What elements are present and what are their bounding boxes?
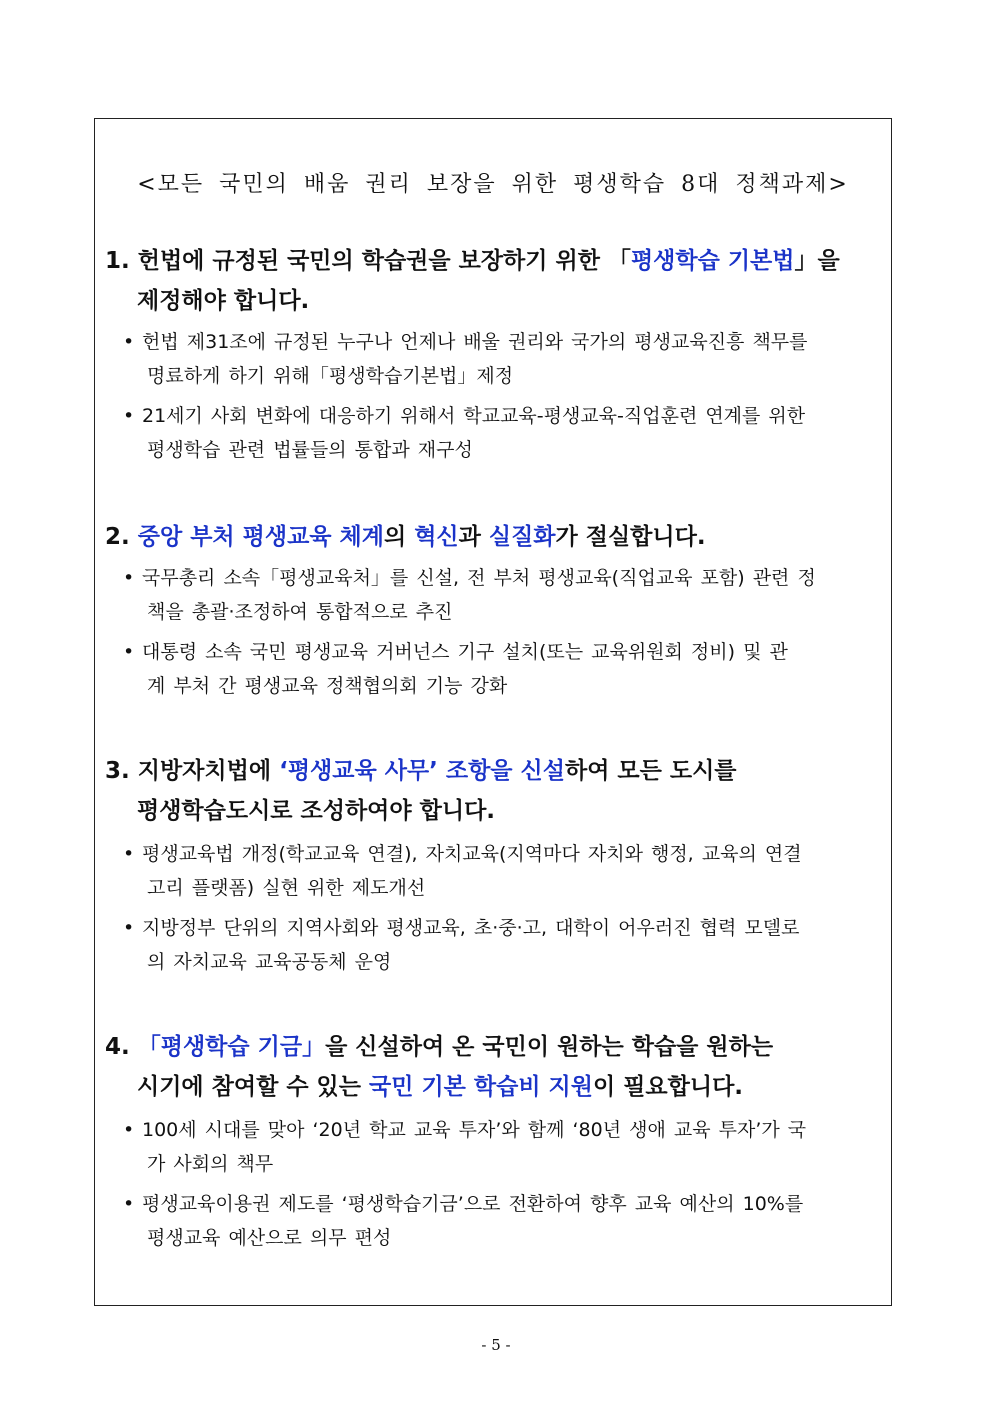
heading-highlight: 국민 기본 학습비 지원 [369, 1074, 593, 1100]
bullet-icon: • [123, 567, 135, 589]
heading-highlight: 중앙 부처 평생교육 체계 [137, 524, 384, 550]
heading-text: 」을 [794, 248, 840, 274]
bullet-icon: • [123, 1119, 135, 1141]
bullet-line-2: 명료하게 하기 위해「평생학습기본법」제정 [147, 365, 514, 387]
bullet-line-1: 21세기 사회 변화에 대응하기 위해서 학교교육-평생교육-직업훈련 연계를 위한 [142, 405, 806, 427]
document-title: <모든 국민의 배움 권리 보장을 위한 평생학습 8대 정책과제> [137, 172, 849, 197]
section-2-heading [105, 517, 885, 557]
bullet-icon: • [123, 843, 135, 865]
heading-text: 을 신설하여 온 국민이 원하는 학습을 원하는 [325, 1034, 774, 1060]
bullet-line-1: 국무총리 소속「평생교육처」를 신설, 전 부처 평생교육(직업교육 포함) 관련 정 [142, 567, 816, 589]
heading-text: 가 절실합니다. [555, 524, 706, 550]
bullet-icon: • [123, 405, 135, 427]
bullet-line-1: 평생교육이용권 제도를 ‘평생학습기금’으로 전환하여 향후 교육 예산의 10%를 [142, 1193, 804, 1215]
bullet-line-1: 대통령 소속 국민 평생교육 거버넌스 기구 설치(또는 교육위원회 정비) 및 관 [142, 641, 788, 663]
bullet-line-1: 헌법 제31조에 규정된 누구나 언제나 배울 권리와 국가의 평생교육진흥 책무를 [142, 331, 808, 353]
heading-highlight: 혁신 [414, 524, 459, 550]
bullet-line-1: 100세 시대를 맞아 ‘20년 학교 교육 투자’와 함께 ‘80년 생애 교육 투자’가 국 [142, 1119, 807, 1141]
bullet-line-2: 가 사회의 책무 [147, 1153, 274, 1175]
heading-text: 3. 지방자치법에 [105, 758, 280, 784]
bullet-icon: • [123, 917, 135, 939]
section-4-heading [105, 1027, 885, 1107]
section-2-bullet-2 [123, 635, 883, 703]
section-1-bullet-2 [123, 399, 883, 467]
bullet-icon: • [123, 1193, 135, 1215]
heading-highlight: 평생학습 기본법 [630, 248, 795, 274]
heading-text: 하여 모든 도시를 [564, 758, 737, 784]
section-4-bullet-1 [123, 1113, 883, 1181]
section-3-heading [105, 751, 885, 831]
bullet-line-2: 계 부처 간 평생교육 정책협의회 기능 강화 [147, 675, 508, 697]
bullet-icon: • [123, 331, 135, 353]
section-3-bullet-2 [123, 911, 883, 979]
heading-text: 이 필요합니다. [592, 1074, 744, 1100]
heading-highlight: 실질화 [488, 524, 556, 550]
bullet-icon: • [123, 641, 135, 663]
heading-highlight: ‘평생교육 사무’ 조항을 신설 [279, 758, 565, 784]
bullet-line-1: 지방정부 단위의 지역사회와 평생교육, 초·중·고, 대학이 어우러진 협력 모델로 [142, 917, 800, 939]
heading-line-2 [105, 1067, 885, 1107]
heading-text: 1. 헌법에 규정된 국민의 학습권을 보장하기 위한 「 [105, 248, 631, 274]
heading-text: 시기에 참여할 수 있는 [137, 1074, 369, 1100]
heading-text: 과 [458, 524, 489, 550]
heading-line-2: 평생학습도시로 조성하여야 합니다. [137, 798, 496, 824]
bullet-line-2: 책을 총괄·조정하여 통합적으로 추진 [147, 601, 453, 623]
bullet-line-1: 평생교육법 개정(학교교육 연결), 자치교육(지역마다 자치와 행정, 교육의 연결 [142, 843, 802, 865]
page-number: - 5 - [481, 1336, 511, 1354]
heading-text: 4. [105, 1034, 138, 1060]
heading-text: 의 [383, 524, 415, 550]
bullet-line-2: 평생학습 관련 법률들의 통합과 재구성 [147, 439, 473, 461]
section-4-bullet-2 [123, 1187, 883, 1255]
heading-highlight: 「평생학습 기금」 [137, 1034, 326, 1060]
heading-line-2: 제정해야 합니다. [137, 288, 310, 314]
section-3-bullet-1 [123, 837, 883, 905]
policy-box [94, 118, 892, 1306]
section-1-heading [105, 241, 885, 321]
heading-text: 2. [105, 524, 138, 550]
bullet-line-2: 평생교육 예산으로 의무 편성 [147, 1227, 392, 1249]
section-1-bullet-1 [123, 325, 883, 393]
section-2-bullet-1 [123, 561, 883, 629]
bullet-line-2: 고리 플랫폼) 실현 위한 제도개선 [147, 877, 426, 899]
bullet-line-2: 의 자치교육 교육공동체 운영 [147, 951, 392, 973]
